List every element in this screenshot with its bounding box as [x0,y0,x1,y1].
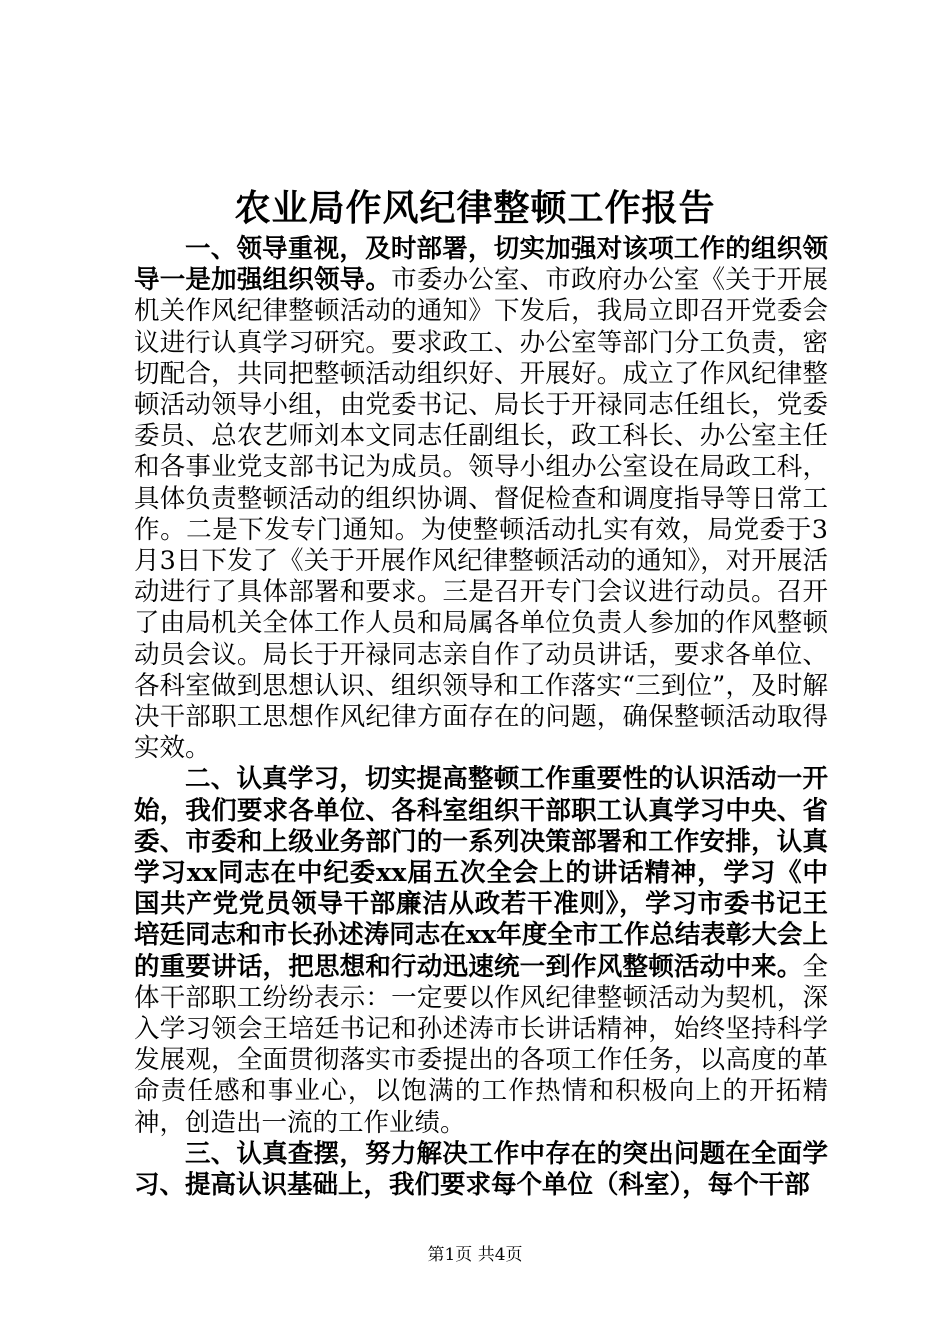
paragraph-1-heading: 一、领导重视，及时部署，切实加强对该项工作的组织领导一是加强组织领导。 [134,234,828,296]
paragraph-3 [134,1139,828,1201]
document-title: 农业局作风纪律整顿工作报告 [234,187,716,229]
paragraph-1-text: 市委办公室、市政府办公室《关于开展机关作风纪律整顿活动的通知》下发后，我局立即召开党委会议进行认真学习研究。要求政工、办公室等部门分工负责，密切配合，共同把整顿活动组织好、开展好。成立了作风纪律整顿活动领导小组，由党委书记、局长于开禄同志任组长，党委委员、总农艺师刘本文同志任副组长，政工科长、办公室主任和各事业党支部书记为成员。领导小组办公室设在局政工科，具体负责整顿活动的组织协调、督促检查和调度指导等日常工作。二是下发专门通知。为使整顿活动扎实有效，局党委于3月3日下发了《关于开展作风纪律整顿活动的通知》，对开展活动进行了具体部署和要求。三是召开专门会议进行动员。召开了由局机关全体工作人员和局属各单位负责人参加的作风整顿动员会议。局长于开禄同志亲自作了动员讲话，要求各单位、各科室做到思想认识、组织领导和工作落实“三到位”，及时解决干部职工思想作风纪律方面存在的问题，确保整顿活动取得实效。 [134,265,828,764]
paragraph-1 [134,234,828,764]
paragraph-2 [134,764,828,1138]
page-footer: 第1页 共4页 [427,1245,523,1265]
paragraph-2-text: 全体干部职工纷纷表示：一定要以作风纪律整顿活动为契机，深入学习领会王培廷书记和孙述涛市长讲话精神，始终坚持科学发展观，全面贯彻落实市委提出的各项工作任务，以高度的革命责任感和事业心，以饱满的工作热情和积极向上的开拓精神，创造出一流的工作业绩。 [134,951,828,1138]
document-body [134,234,828,1201]
paragraph-2-heading: 二、认真学习，切实提高整顿工作重要性的认识活动一开始，我们要求各单位、各科室组织干部职工认真学习中央、省委、市委和上级业务部门的一系列决策部署和工作安排，认真学习xx同志在中纪委xx届五次全会上的讲话精神，学习《中国共产党党员领导干部廉洁从政若干准则》，学习市委书记王培廷同志和市长孙述涛同志在xx年度全市工作总结表彰大会上的重要讲话，把思想和行动迅速统一到作风整顿活动中来。 [134,764,828,982]
paragraph-3-heading: 三、认真查摆，努力解决工作中存在的突出问题在全面学习、提高认识基础上，我们要求每个单位（科室），每个干部 [134,1138,828,1201]
